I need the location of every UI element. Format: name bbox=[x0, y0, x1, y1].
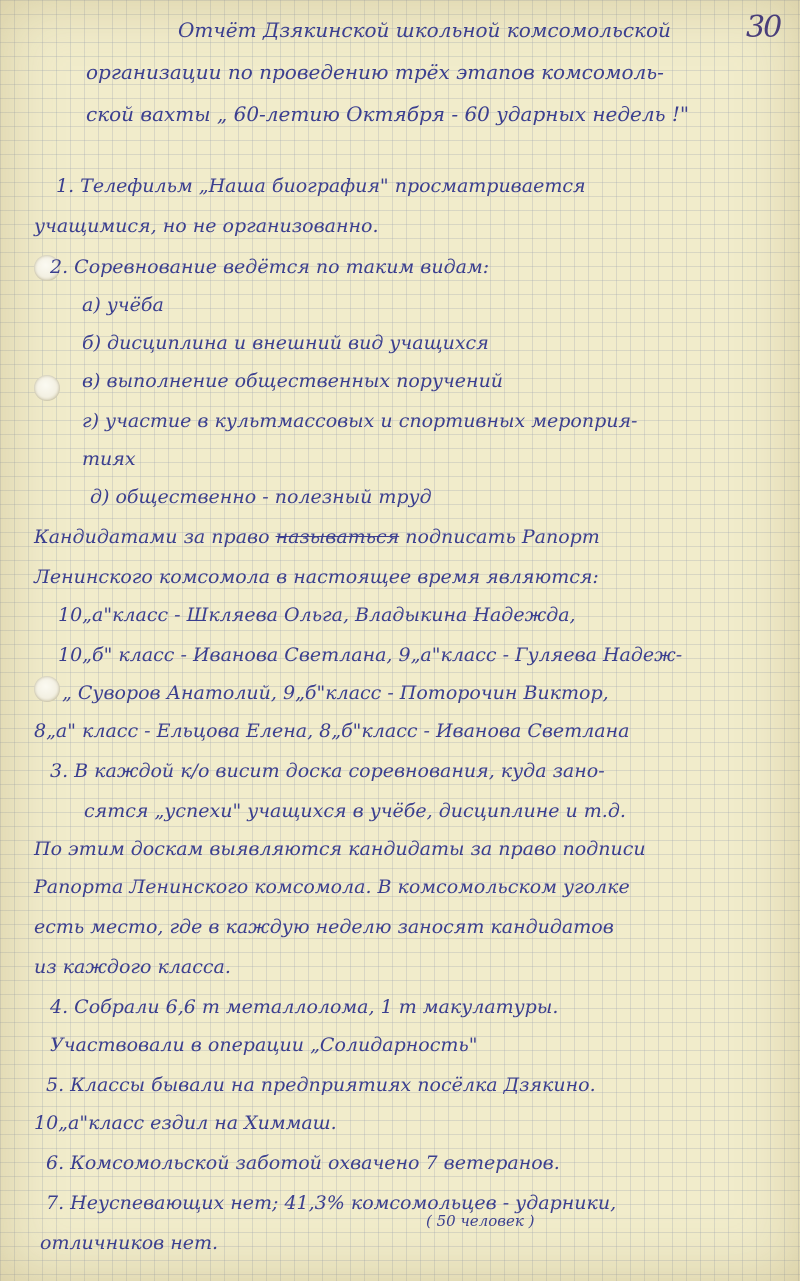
item-1-line-2: учащимися, но не организованно. bbox=[34, 215, 379, 237]
item-4-line-1: 4. Собрали 6,6 т металлолома, 1 т макулатуры. bbox=[50, 996, 559, 1018]
item-7-line-1: 7. Неуспевающих нет; 41,3% комсомольцев - ударники, bbox=[46, 1192, 617, 1214]
binder-hole bbox=[34, 375, 60, 401]
candidates-text-a: Кандидатами за право bbox=[34, 526, 270, 548]
item-2-heading: 2. Соревнование ведётся по таким видам: bbox=[50, 256, 490, 278]
title-line-3: ской вахты „ 60-летию Октября - 60 ударных недель !" bbox=[86, 102, 690, 126]
item-5-line-2: 10„а"класс ездил на Химмаш. bbox=[34, 1112, 337, 1134]
item-1-line-1: 1. Телефильм „Наша биография" просматривается bbox=[56, 175, 586, 197]
item-3-line-4: Рапорта Ленинского комсомола. В комсомольском уголке bbox=[34, 876, 630, 898]
item-3-line-2: сятся „успехи" учащихся в учёбе, дисциплине и т.д. bbox=[84, 800, 626, 822]
candidates-line-5: „ Суворов Анатолий, 9„б"класс - Поторочин Виктор, bbox=[62, 682, 609, 704]
candidates-line-4: 10„б" класс - Иванова Светлана, 9„а"класс - Гуляева Надеж- bbox=[58, 644, 683, 666]
item-7-note: ( 50 человек ) bbox=[426, 1212, 535, 1230]
item-2-v: в) выполнение общественных поручений bbox=[82, 370, 504, 392]
item-3-line-5: есть место, где в каждую неделю заносят кандидатов bbox=[34, 916, 614, 938]
item-2-g-line-2: тиях bbox=[82, 448, 136, 470]
item-5-line-1: 5. Классы бывали на предприятиях посёлка Дзякино. bbox=[46, 1074, 596, 1096]
candidates-line-3: 10„а"класс - Шкляева Ольга, Владыкина Надежда, bbox=[58, 604, 576, 626]
item-3-line-3: По этим доскам выявляются кандидаты за право подписи bbox=[34, 838, 646, 860]
item-2-d: д) общественно - полезный труд bbox=[90, 486, 432, 508]
item-2-a: а) учёба bbox=[82, 294, 164, 316]
candidates-line-2: Ленинского комсомола в настоящее время являются: bbox=[34, 566, 599, 588]
item-2-b: б) дисциплина и внешний вид учащихся bbox=[82, 332, 489, 354]
binder-hole bbox=[34, 676, 60, 702]
page-number: 30 bbox=[746, 10, 781, 45]
title-line-2: организации по проведению трёх этапов комсомоль- bbox=[86, 60, 664, 84]
title-line-1: Отчёт Дзякинской школьной комсомольской bbox=[178, 18, 671, 42]
candidates-line-1 bbox=[34, 526, 600, 548]
candidates-text-b: подписать Рапорт bbox=[405, 526, 600, 548]
item-3-line-1: 3. В каждой к/о висит доска соревнования, куда зано- bbox=[50, 760, 605, 782]
item-7-line-2: отличников нет. bbox=[40, 1232, 219, 1254]
candidates-line-6: 8„а" класс - Ельцова Елена, 8„б"класс - Иванова Светлана bbox=[34, 720, 630, 742]
item-3-line-6: из каждого класса. bbox=[34, 956, 231, 978]
struck-word: называться bbox=[275, 526, 400, 548]
item-4-line-2: Участвовали в операции „Солидарность" bbox=[50, 1034, 478, 1056]
item-6-line-1: 6. Комсомольской заботой охвачено 7 ветеранов. bbox=[46, 1152, 560, 1174]
item-2-g-line-1: г) участие в культмассовых и спортивных мероприя- bbox=[82, 410, 638, 432]
